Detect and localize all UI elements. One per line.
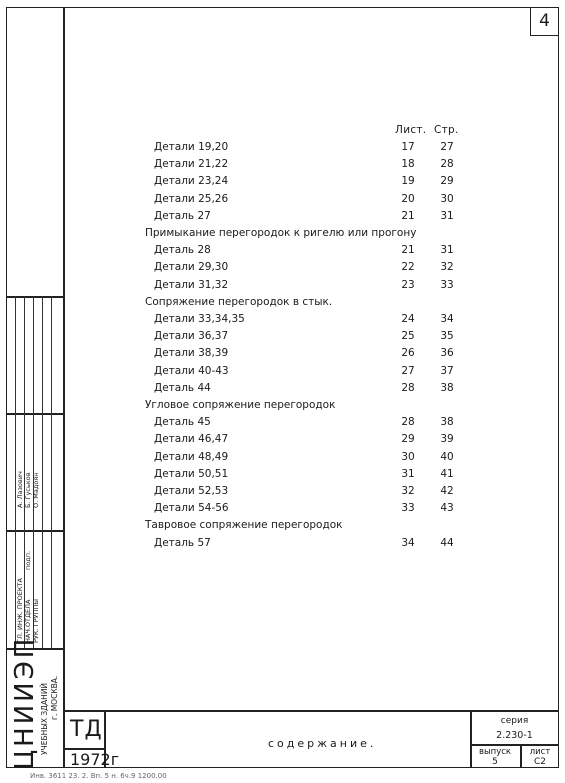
- row-page: 40: [440, 450, 454, 463]
- row-page: 38: [440, 416, 454, 429]
- stamp-role-1: РУК. ГРУППЫ: [32, 599, 40, 643]
- table-row: [0, 330, 565, 347]
- section-heading: [0, 227, 565, 244]
- table-row: [0, 193, 565, 210]
- organization-city: г. МОСКВА.: [50, 675, 59, 720]
- row-page: 28: [440, 158, 454, 171]
- row-page: 32: [440, 261, 454, 274]
- sheet-value: С2: [533, 757, 546, 767]
- stamp-name-2: Б. Гуськов: [24, 472, 32, 508]
- row-name: Детали 50,51: [154, 467, 229, 480]
- row-page: 37: [440, 364, 454, 377]
- row-name: Детали 23,24: [154, 175, 229, 188]
- row-name: Детали 52,53: [154, 485, 229, 497]
- row-page: 31: [440, 244, 454, 257]
- row-sheet: 22: [401, 261, 415, 274]
- table-row: [0, 261, 565, 278]
- section-heading: [0, 519, 565, 536]
- table-row: [0, 468, 565, 485]
- series-value: 2.230-1: [496, 730, 533, 741]
- sheet-label: лист: [529, 747, 551, 757]
- row-sheet: 28: [401, 381, 415, 394]
- title-block-border: [63, 710, 559, 712]
- section-heading: [0, 296, 565, 313]
- table-row: [0, 502, 565, 519]
- table-row: [0, 279, 565, 296]
- header-page: Стр.: [434, 124, 459, 136]
- organization-name: ЦНИИЭП: [10, 635, 40, 770]
- row-page: 29: [440, 175, 454, 188]
- row-name: Угловое сопряжение перегородок: [145, 399, 336, 411]
- row-sheet: 27: [401, 364, 415, 377]
- row-name: Детали 31,32: [154, 278, 229, 291]
- table-row: [0, 416, 565, 433]
- title-block-divider: [470, 744, 559, 746]
- row-name: Детали 19,20: [154, 141, 229, 153]
- row-sheet: 29: [401, 433, 415, 446]
- stamp-role-3: ГЛ. ИНЖ. ПРОЕКТА: [16, 578, 24, 643]
- row-name: Деталь 57: [154, 536, 211, 549]
- section-heading: [0, 399, 565, 416]
- sheet-number: 4: [530, 8, 558, 36]
- row-sheet: 21: [401, 209, 415, 222]
- issue-value: 5: [492, 757, 498, 767]
- row-name: Детали 40-43: [154, 364, 229, 377]
- row-name: Детали 38,39: [154, 347, 229, 360]
- table-row: [0, 451, 565, 468]
- document-year: 1972г: [70, 750, 120, 769]
- row-name: Примыкание перегородок к ригелю или прогону: [145, 227, 417, 239]
- stamp-name-1: О. Мадоян: [32, 472, 40, 508]
- organization-subtitle: УЧЕБНЫХ ЗДАНИЙ: [40, 682, 49, 755]
- table-row: [0, 210, 565, 227]
- table-row: [0, 347, 565, 364]
- row-sheet: 18: [401, 158, 415, 171]
- row-sheet: 31: [401, 467, 415, 480]
- row-page: 36: [440, 347, 454, 360]
- row-name: Детали 54-56: [154, 502, 229, 515]
- row-sheet: 19: [401, 175, 415, 188]
- table-row: [0, 365, 565, 382]
- row-sheet: 25: [401, 330, 415, 343]
- row-name: Деталь 28: [154, 244, 211, 257]
- footer-note: Инв. 3611 23. 2. Вп. 5 н. 6ч.9 1200.00: [30, 772, 167, 780]
- row-page: 33: [440, 278, 454, 291]
- row-name: Деталь 45: [154, 416, 211, 429]
- row-sheet: 34: [401, 536, 415, 549]
- table-row: [0, 433, 565, 450]
- row-sheet: 17: [401, 141, 415, 153]
- table-row: [0, 313, 565, 330]
- series-label: серия: [500, 716, 529, 726]
- stamp-col: [42, 296, 43, 648]
- row-sheet: 24: [401, 313, 415, 325]
- document-title: содержание.: [268, 737, 377, 750]
- row-sheet: 23: [401, 278, 415, 291]
- table-row: [0, 485, 565, 502]
- row-name: Деталь 44: [154, 381, 211, 394]
- row-page: 42: [440, 485, 454, 497]
- row-sheet: 20: [401, 192, 415, 205]
- table-row: [0, 537, 565, 554]
- table-row: [0, 158, 565, 175]
- row-page: 34: [440, 313, 454, 325]
- stamp-role-2: НАЧ.ОТДЕЛА: [24, 599, 32, 643]
- header-sheet: Лист.: [395, 124, 427, 136]
- row-page: 43: [440, 502, 454, 515]
- row-sheet: 26: [401, 347, 415, 360]
- row-name: Тавровое сопряжение перегородок: [145, 519, 343, 532]
- row-page: 38: [440, 381, 454, 394]
- row-page: 27: [440, 141, 454, 153]
- stamp-name-3: А. Лазович: [16, 471, 24, 508]
- row-page: 30: [440, 192, 454, 205]
- row-sheet: 33: [401, 502, 415, 515]
- row-name: Детали 36,37: [154, 330, 229, 343]
- table-row: [0, 244, 565, 261]
- row-page: 31: [440, 209, 454, 222]
- row-name: Детали 29,30: [154, 261, 229, 274]
- row-page: 44: [440, 536, 454, 549]
- row-page: 39: [440, 433, 454, 446]
- row-name: Сопряжение перегородок в стык.: [145, 295, 333, 308]
- document-code: ТД: [70, 717, 103, 742]
- issue-label: выпуск: [478, 747, 512, 757]
- stamp-sign-label: подп.: [24, 550, 32, 570]
- row-page: 35: [440, 330, 454, 343]
- row-sheet: 30: [401, 450, 415, 463]
- row-sheet: 21: [401, 244, 415, 257]
- row-name: Детали 33,34,35: [154, 313, 245, 325]
- row-sheet: 32: [401, 485, 415, 497]
- table-row: [0, 141, 565, 158]
- row-name: Детали 21,22: [154, 158, 229, 171]
- row-page: 41: [440, 467, 454, 480]
- table-row: [0, 175, 565, 192]
- row-name: Деталь 27: [154, 209, 211, 222]
- row-name: Детали 46,47: [154, 433, 229, 446]
- stamp-col: [51, 296, 52, 648]
- row-name: Детали 25,26: [154, 192, 229, 205]
- table-row: [0, 382, 565, 399]
- row-name: Детали 48,49: [154, 450, 229, 463]
- row-sheet: 28: [401, 416, 415, 429]
